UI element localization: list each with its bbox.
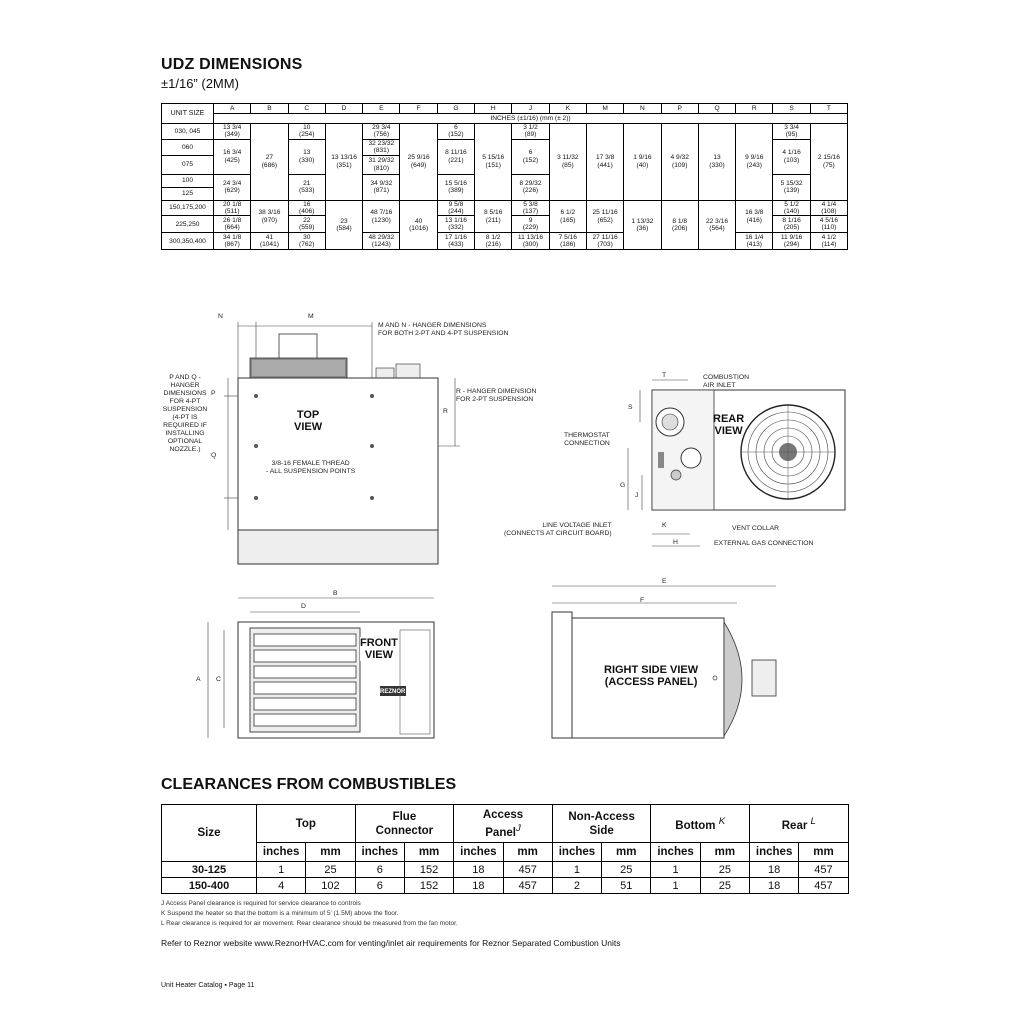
cell: 27 11/16 (703) xyxy=(586,233,623,250)
label-h: H xyxy=(673,539,678,546)
col-header-t: T xyxy=(810,104,847,114)
unit-header: mm xyxy=(602,843,651,862)
cell: 22 (559) xyxy=(288,216,325,233)
cell: 13 3/4 (349) xyxy=(214,124,251,140)
front-view-drawing xyxy=(190,585,450,745)
cell: 13 (330) xyxy=(288,139,325,174)
cell: 16 1/4 (413) xyxy=(736,233,773,250)
cell: 6 1/2 (165) xyxy=(549,200,586,233)
cell: 4 5/16 (110) xyxy=(810,216,847,233)
cell: 34 1/8 (867) xyxy=(214,233,251,250)
cell: 152 xyxy=(404,862,453,878)
unit-header: mm xyxy=(700,843,749,862)
col-header-b: B xyxy=(251,104,288,114)
cell: 5 3/8 (137) xyxy=(512,200,549,216)
cell: 17 1/16 (433) xyxy=(437,233,474,250)
cell: 457 xyxy=(503,862,552,878)
cell: 26 1/8 (664) xyxy=(214,216,251,233)
cell: 8 1/16 (205) xyxy=(773,216,810,233)
cell: 152 xyxy=(404,878,453,894)
cell: 23 (584) xyxy=(325,200,362,250)
cell: 9 9/16 (243) xyxy=(736,124,773,201)
cell: 31 29/32 (810) xyxy=(363,155,400,174)
cell: 25 xyxy=(700,878,749,894)
cell: 1 xyxy=(651,878,700,894)
row-label: 150,175,200 xyxy=(162,200,214,216)
unit-header: inches xyxy=(454,843,503,862)
cell: 5 15/16 (151) xyxy=(475,124,512,201)
rear-view-drawing xyxy=(600,370,860,555)
row-label: 300,350,400 xyxy=(162,233,214,250)
unit-header: mm xyxy=(306,843,355,862)
cell: 5 15/32 (139) xyxy=(773,174,810,200)
cell: 8 5/16 (211) xyxy=(475,200,512,233)
size-header: Size xyxy=(162,805,257,862)
cell: 4 1/4 (108) xyxy=(810,200,847,216)
pq-note: P AND Q - HANGER DIMENSIONS FOR 4-PT SUSPENSION (4-PT IS REQUIRED IF INSTALLING OPTIONAL NOZZLE.) xyxy=(162,374,208,453)
label-t: T xyxy=(662,372,667,379)
cell: 457 xyxy=(799,878,848,894)
table-row xyxy=(162,862,849,878)
label-q: Q xyxy=(211,452,217,459)
col-header-r: R xyxy=(736,104,773,114)
cell: 9 5/8 (244) xyxy=(437,200,474,216)
cell: 11 13/16 (300) xyxy=(512,233,549,250)
cell: 16 3/4 (425) xyxy=(214,139,251,174)
col-header-d: D xyxy=(325,104,362,114)
side-view-title: RIGHT SIDE VIEW (ACCESS PANEL) xyxy=(604,664,699,688)
footnote-l: L Rear clearance is required for air movement. Rear clearance should be measured from the fan motor. xyxy=(161,920,458,927)
cell: 27 (686) xyxy=(251,124,288,201)
col-header-e: E xyxy=(363,104,400,114)
col-header-g: G xyxy=(437,104,474,114)
cell: 1 13/32 (36) xyxy=(624,200,661,250)
cell: 30 (762) xyxy=(288,233,325,250)
col-header-p: P xyxy=(661,104,698,114)
unit-header: inches xyxy=(552,843,601,862)
unit-header: inches xyxy=(750,843,799,862)
cell: 1 9/16 (40) xyxy=(624,124,661,201)
gas-connection-label: EXTERNAL GAS CONNECTION xyxy=(714,540,814,547)
row-label: 075 xyxy=(162,155,214,174)
cell: 5 1/2 (140) xyxy=(773,200,810,216)
cell: 1 xyxy=(552,862,601,878)
cell: 8 1/8 (206) xyxy=(661,200,698,250)
cell: 25 xyxy=(306,862,355,878)
dimensions-tolerance: ±1/16” (2MM) xyxy=(161,76,239,91)
top-view-title: TOP VIEW xyxy=(294,409,323,433)
cell: 6 (152) xyxy=(512,139,549,174)
dimensions-table xyxy=(161,103,848,250)
cell: 6 xyxy=(355,862,404,878)
row-label: 225,250 xyxy=(162,216,214,233)
cell: 11 9/16 (294) xyxy=(773,233,810,250)
row-label: 125 xyxy=(162,187,214,200)
cell: 18 xyxy=(454,878,503,894)
cell: 24 3/4 (629) xyxy=(214,174,251,200)
cell: 13 1/16 (332) xyxy=(437,216,474,233)
cell: 48 7/16 (1230) xyxy=(363,200,400,233)
cell: 3 3/4 (95) xyxy=(773,124,810,140)
unit-header: inches xyxy=(651,843,700,862)
cell: 1 xyxy=(651,862,700,878)
unit-header: mm xyxy=(404,843,453,862)
label-j: J xyxy=(635,492,639,499)
clearances-table xyxy=(161,804,849,894)
label-m: M xyxy=(308,313,314,320)
col-header-a: A xyxy=(214,104,251,114)
cell: 32 23/32 (831) xyxy=(363,139,400,155)
row-size: 30-125 xyxy=(162,862,257,878)
col-header-n: N xyxy=(624,104,661,114)
cell: 16 (406) xyxy=(288,200,325,216)
label-e: E xyxy=(662,578,667,585)
label-k: K xyxy=(662,522,667,529)
front-view-title: FRONT VIEW xyxy=(360,637,398,661)
label-c: C xyxy=(216,676,221,683)
vent-collar-label: VENT COLLAR xyxy=(732,525,780,532)
cell: 8 11/16 (221) xyxy=(437,139,474,174)
cell: 2 15/16 (75) xyxy=(810,124,847,201)
cell: 6 (152) xyxy=(437,124,474,140)
cell: 15 5/16 (389) xyxy=(437,174,474,200)
col-header-q: Q xyxy=(698,104,735,114)
group-header-nonaccess: Non-Access Side xyxy=(552,805,651,843)
cell: 8 1/2 (216) xyxy=(475,233,512,250)
cell: 34 9/32 (871) xyxy=(363,174,400,200)
col-header-k: K xyxy=(549,104,586,114)
footnote-k: K Suspend the heater so that the bottom is a minimum of 5' (1.5M) above the floor. xyxy=(161,910,399,917)
clearances-title: CLEARANCES FROM COMBUSTIBLES xyxy=(161,776,457,793)
cell: 25 xyxy=(602,862,651,878)
col-header-j: J xyxy=(512,104,549,114)
cell: 20 1/8 (511) xyxy=(214,200,251,216)
dimensions-title: UDZ DIMENSIONS xyxy=(161,56,303,73)
cell: 7 5/16 (186) xyxy=(549,233,586,250)
label-a: A xyxy=(196,676,201,683)
row-label: 100 xyxy=(162,174,214,187)
cell: 18 xyxy=(750,862,799,878)
label-f: F xyxy=(640,597,645,604)
group-header-top: Top xyxy=(257,805,356,843)
label-r: R xyxy=(443,408,448,415)
cell: 51 xyxy=(602,878,651,894)
mark-access: J xyxy=(515,822,521,834)
cell: 21 (533) xyxy=(288,174,325,200)
cell: 25 xyxy=(700,862,749,878)
group-header-bottom: Bottom $^K$ xyxy=(651,805,750,843)
cell: 17 3/8 (441) xyxy=(586,124,623,201)
col-header-m: M xyxy=(586,104,623,114)
cell: 4 9/32 (109) xyxy=(661,124,698,201)
cell: 8 29/32 (226) xyxy=(512,174,549,200)
unit-header: mm xyxy=(503,843,552,862)
cell: 13 13/16 (351) xyxy=(325,124,362,201)
cell: 3 1/2 (89) xyxy=(512,124,549,140)
cell: 18 xyxy=(750,878,799,894)
rear-view-title: REAR VIEW xyxy=(713,413,745,437)
table-row xyxy=(162,878,849,894)
top-view-drawing xyxy=(150,310,550,580)
footnote-j: J Access Panel clearance is required for service clearance to controls xyxy=(161,900,361,907)
r-note: R - HANGER DIMENSION FOR 2-PT SUSPENSION xyxy=(456,388,537,403)
label-s: S xyxy=(628,404,633,411)
col-header-c: C xyxy=(288,104,325,114)
cell: 2 xyxy=(552,878,601,894)
cell: 41 (1041) xyxy=(251,233,288,250)
cell: 102 xyxy=(306,878,355,894)
page-footer: Unit Heater Catalog ▪ Page 11 xyxy=(161,982,255,989)
group-header-rear: Rear $^L$ xyxy=(750,805,849,843)
cell: 25 9/16 (649) xyxy=(400,124,437,201)
unit-header: inches xyxy=(257,843,306,862)
row-label: 030, 045 xyxy=(162,124,214,140)
cell: 13 (330) xyxy=(698,124,735,201)
cell: 4 1/2 (114) xyxy=(810,233,847,250)
cell: 9 (229) xyxy=(512,216,549,233)
unit-header: inches xyxy=(355,843,404,862)
reznor-logo: REZNOR xyxy=(380,689,406,695)
cell: 29 3/4 (756) xyxy=(363,124,400,140)
group-header-flue: Flue Connector xyxy=(355,805,454,843)
group-header-access: Access Panel$^J$ xyxy=(454,805,553,843)
col-header-s: S xyxy=(773,104,810,114)
cell: 18 xyxy=(454,862,503,878)
row-size: 150-400 xyxy=(162,878,257,894)
col-header-h: H xyxy=(475,104,512,114)
mark-rear: L xyxy=(810,815,816,827)
cell: 25 11/16 (652) xyxy=(586,200,623,233)
cell: 48 29/32 (1243) xyxy=(363,233,400,250)
units-note: INCHES (±1/16) (mm (± 2)) xyxy=(214,114,848,124)
cell: 10 (254) xyxy=(288,124,325,140)
cell: 457 xyxy=(503,878,552,894)
line-voltage-label: LINE VOLTAGE INLET (CONNECTS AT CIRCUIT BOARD) xyxy=(504,522,612,537)
label-g: G xyxy=(620,482,626,489)
thread-note: 3/8-16 FEMALE THREAD - ALL SUSPENSION POINTS xyxy=(266,460,356,475)
cell: 4 1/16 (103) xyxy=(773,139,810,174)
label-p: P xyxy=(211,390,216,397)
cell: 457 xyxy=(799,862,848,878)
label-n: N xyxy=(218,313,223,320)
unit-size-header: UNIT SIZE xyxy=(162,104,214,124)
label-d: D xyxy=(301,603,306,610)
cell: 16 3/8 (416) xyxy=(736,200,773,233)
cell: 4 xyxy=(257,878,306,894)
unit-header: mm xyxy=(799,843,848,862)
cell: 38 3/16 (970) xyxy=(251,200,288,233)
row-label: 060 xyxy=(162,139,214,155)
reference-text: Refer to Reznor website www.ReznorHVAC.com for venting/inlet air requirements for Reznor Separated Combustion Units xyxy=(161,938,621,948)
cell: 3 11/32 (85) xyxy=(549,124,586,201)
label-b: B xyxy=(333,590,338,597)
col-header-f: F xyxy=(400,104,437,114)
cell: 40 (1016) xyxy=(400,200,437,250)
mn-note: M AND N - HANGER DIMENSIONS FOR BOTH 2-PT AND 4-PT SUSPENSION xyxy=(378,322,509,337)
thermostat-label: THERMOSTAT CONNECTION xyxy=(564,432,610,447)
cell: 6 xyxy=(355,878,404,894)
cell: 22 3/16 (564) xyxy=(698,200,735,250)
combustion-air-label: COMBUSTION AIR INLET xyxy=(703,374,750,389)
cell: 1 xyxy=(257,862,306,878)
mark-bottom: K xyxy=(718,815,726,827)
